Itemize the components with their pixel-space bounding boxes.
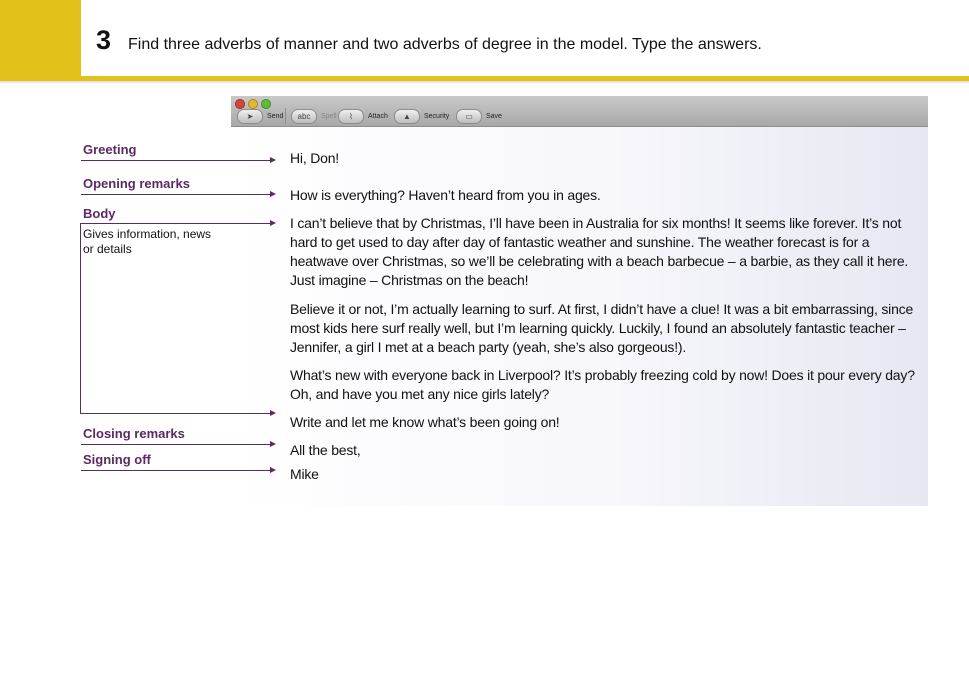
arrow-body-top [81,223,270,224]
security-button[interactable] [394,109,449,123]
spell-icon: abc [291,109,317,124]
attach-label: Attach [368,112,388,120]
spell-button[interactable] [291,109,337,123]
toolbar-separator [285,108,286,124]
header-accent-block [0,0,81,76]
label-opening-remarks: Opening remarks [83,176,190,191]
arrow-head-opening [270,191,276,197]
body-bracket [80,223,81,413]
header-shadow [0,81,969,84]
arrow-head-greeting [270,157,276,163]
email-sign-off: All the best, [290,442,361,458]
document-icon: ▭ [456,109,482,124]
label-greeting: Greeting [83,142,137,157]
email-body-paragraph-2: Believe it or not, I’m actually learning to surf. At first, I didn’t have a clue! It was a bit embarrassing, since most kids here surf really well, but I’m learning quickly. Luckily, I found an absolutely fantastic teacher – Jennifer, a girl I met at a beach party (yeah, she’s also gorgeous!). [290,301,914,355]
label-signing-off: Signing off [83,452,151,467]
exercise-number: 3 [96,25,112,55]
send-label: Send [267,112,284,120]
body-note: Gives information, news or details [83,227,212,256]
email-body-paragraph-3: What’s new with everyone back in Liverpool? It’s probably freezing cold by now! Does it pour every day? Oh, and have you met any nice girls lately? [290,367,915,402]
send-icon: ➤ [237,109,263,124]
label-closing-remarks: Closing remarks [83,426,185,441]
security-label: Security [424,112,450,120]
arrow-closing [81,444,270,445]
email-closing: Write and let me know what’s been going on! [290,414,560,430]
minimize-window-button[interactable] [248,99,258,109]
arrow-opening [81,194,270,195]
arrow-head-closing [270,441,276,447]
save-label: Save [486,112,502,120]
arrow-greeting [81,160,270,161]
lock-icon: ▲ [394,109,420,124]
email-toolbar [231,96,928,127]
arrow-body-bottom [80,413,270,414]
arrow-head-body-top [270,220,276,226]
zoom-window-button[interactable] [261,99,271,109]
arrow-signing [81,470,270,471]
arrow-head-body-bottom [270,410,276,416]
email-opening: How is everything? Haven’t heard from you in ages. [290,187,601,203]
email-body-paragraph-1: I can’t believe that by Christmas, I’ll have been in Australia for six months! It seems like forever. It’s not hard to get used to day after day of fantastic weather and sunshine. The weather forecast is for a heatwave over Christmas, so we’ll be celebrating with a beach barbecue – a barbie, as they call it here. Just imagine – Christmas on the beach! [290,215,909,288]
arrow-head-signing [270,467,276,473]
exercise-instruction: Find three adverbs of manner and two adverbs of degree in the model. Type the answers. [128,36,762,53]
attach-button[interactable] [338,109,388,123]
send-button[interactable] [237,109,283,123]
save-button[interactable] [456,109,502,123]
close-window-button[interactable] [235,99,245,109]
email-greeting: Hi, Don! [290,150,339,166]
email-signature: Mike [290,466,319,482]
spell-label: Spell [321,112,337,120]
label-body: Body [83,206,116,221]
paperclip-icon: ⌇ [338,109,364,124]
